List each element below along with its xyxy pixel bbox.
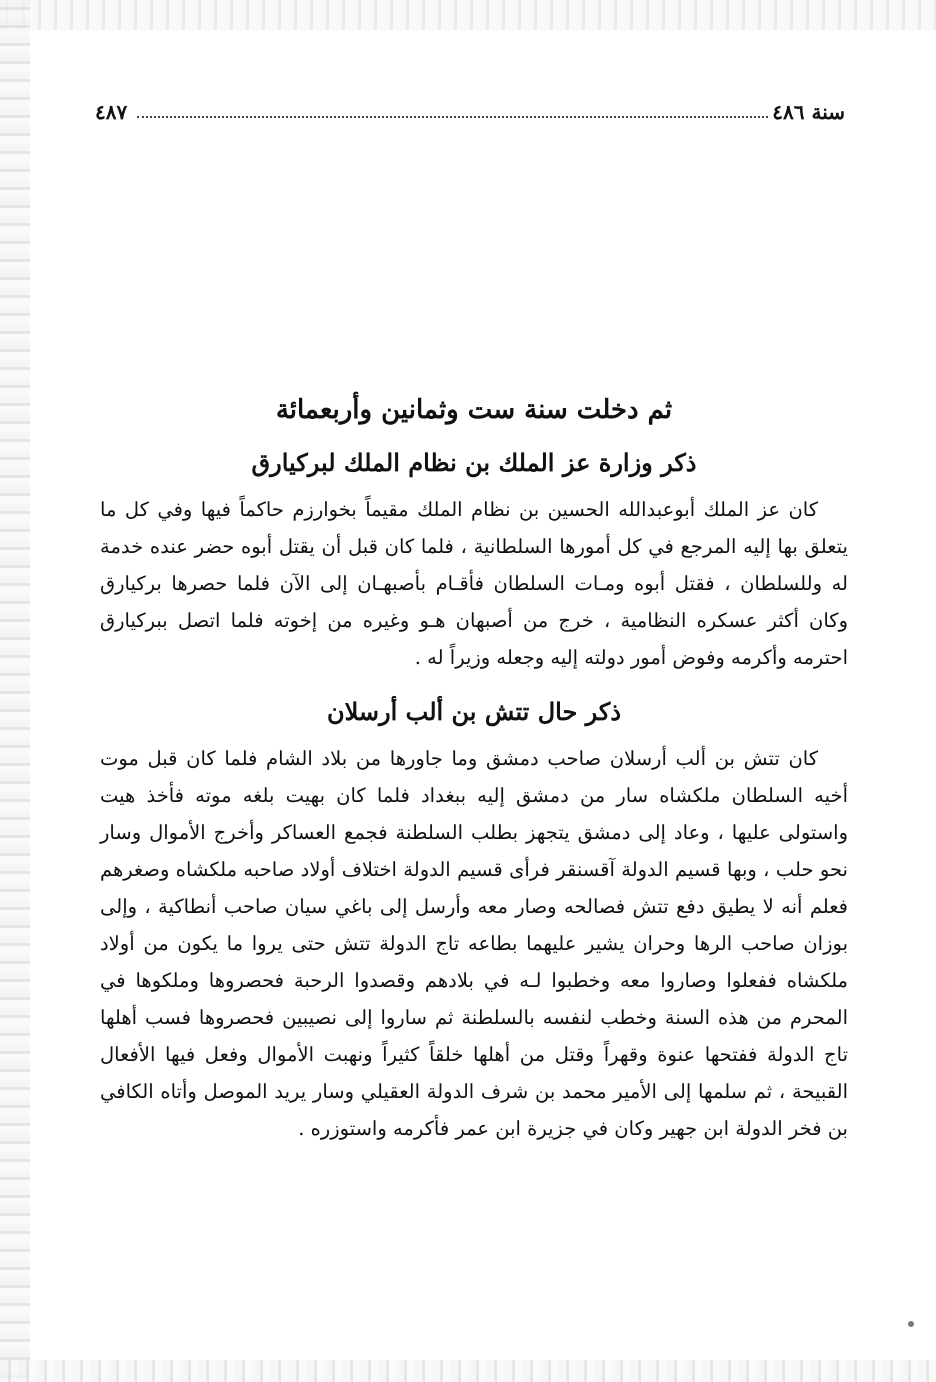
running-header-chapter: سنة ٤٨٦ [772, 100, 845, 124]
section-title-tutush: ذكر حال تتش بن ألب أرسلان [326, 697, 622, 726]
running-header [95, 88, 845, 124]
page-number: ٤٨٧ [95, 100, 128, 124]
scan-border-left [0, 0, 30, 1382]
scan-border-top [0, 0, 936, 30]
scan-border-bottom [0, 1360, 936, 1382]
main-title: ثم دخلت سنة ست وثمانين وأربعمائة [275, 395, 673, 425]
page-body [100, 385, 848, 1147]
section-paragraph-vizier: كان عز الملك أبوعبدالله الحسين بن نظام الملك مقيماً بخوارزم حاكماً فيها وفي كل ما يتعلق بها إليه المرجع في كل أمورها السلطانية ، فلما كان قبل أن يقتل أبوه حضر عنده خدمة له وللسلطان ، فقتل أبوه ومـات السلطان فأقـام بأصبهـان إلى الآن فلما حصرها بركيارق وكان أكثر عسكره النظامية ، خرج من أصبهان هـو وغيره من إخوته فلما اتصل ببركيارق احترمه وأكرمه وفوض أمور دولته إليه وجعله وزيراً له . [100, 498, 848, 669]
scan-speck [908, 1321, 914, 1327]
section-title-vizier: ذكر وزارة عز الملك بن نظام الملك لبركيارق [251, 448, 697, 477]
dotted-leader [137, 115, 768, 118]
section-paragraph-tutush: كان تتش بن ألب أرسلان صاحب دمشق وما جاورها من بلاد الشام فلما كان قبل موت أخيه السلطان ملكشاه سار من دمشق إليه ببغداد فلما كان بهيت بلغه موته فأخذ هيت واستولى عليها ، وعاد إلى دمشق يتجهز بطلب السلطنة فجمع العساكر وأخرج الأموال وسار نحو حلب ، وبها قسيم الدولة آقسنقر فرأى قسيم الدولة اختلاف أولاد صاحبه ملكشاه وصغرهم فعلم أنه لا يطيق دفع تتش فصالحه وصار معه وأرسل إلى باغي سيان صاحب أنطاكية ، وإلى بوزان صاحب الرها وحران يشير عليهما بطاعه تاج الدولة تتش حتى يروا ما يكون من أولاد ملكشاه ففعلوا وصاروا معه وخطبوا لـه في بلادهم وقصدوا الرحبة فحصروها وملكوها في المحرم من هذه السنة وخطب لنفسه بالسلطنة ثم ساروا إلى نصيبين فحصروها فسب أهلها تاج الدولة ففتحها عنوة وقهراً وقتل من أهلها خلقاً كثيراً ونهبت الأموال وفعل فيها الأفعال القبيحة ، ثم سلمها إلى الأمير محمد بن شرف الدولة العقيلي وسار يريد الموصل وأتاه الكافي بن فخر الدولة ابن جهير وكان في جزيرة ابن عمر فأكرمه واستوزره . [100, 747, 848, 1140]
